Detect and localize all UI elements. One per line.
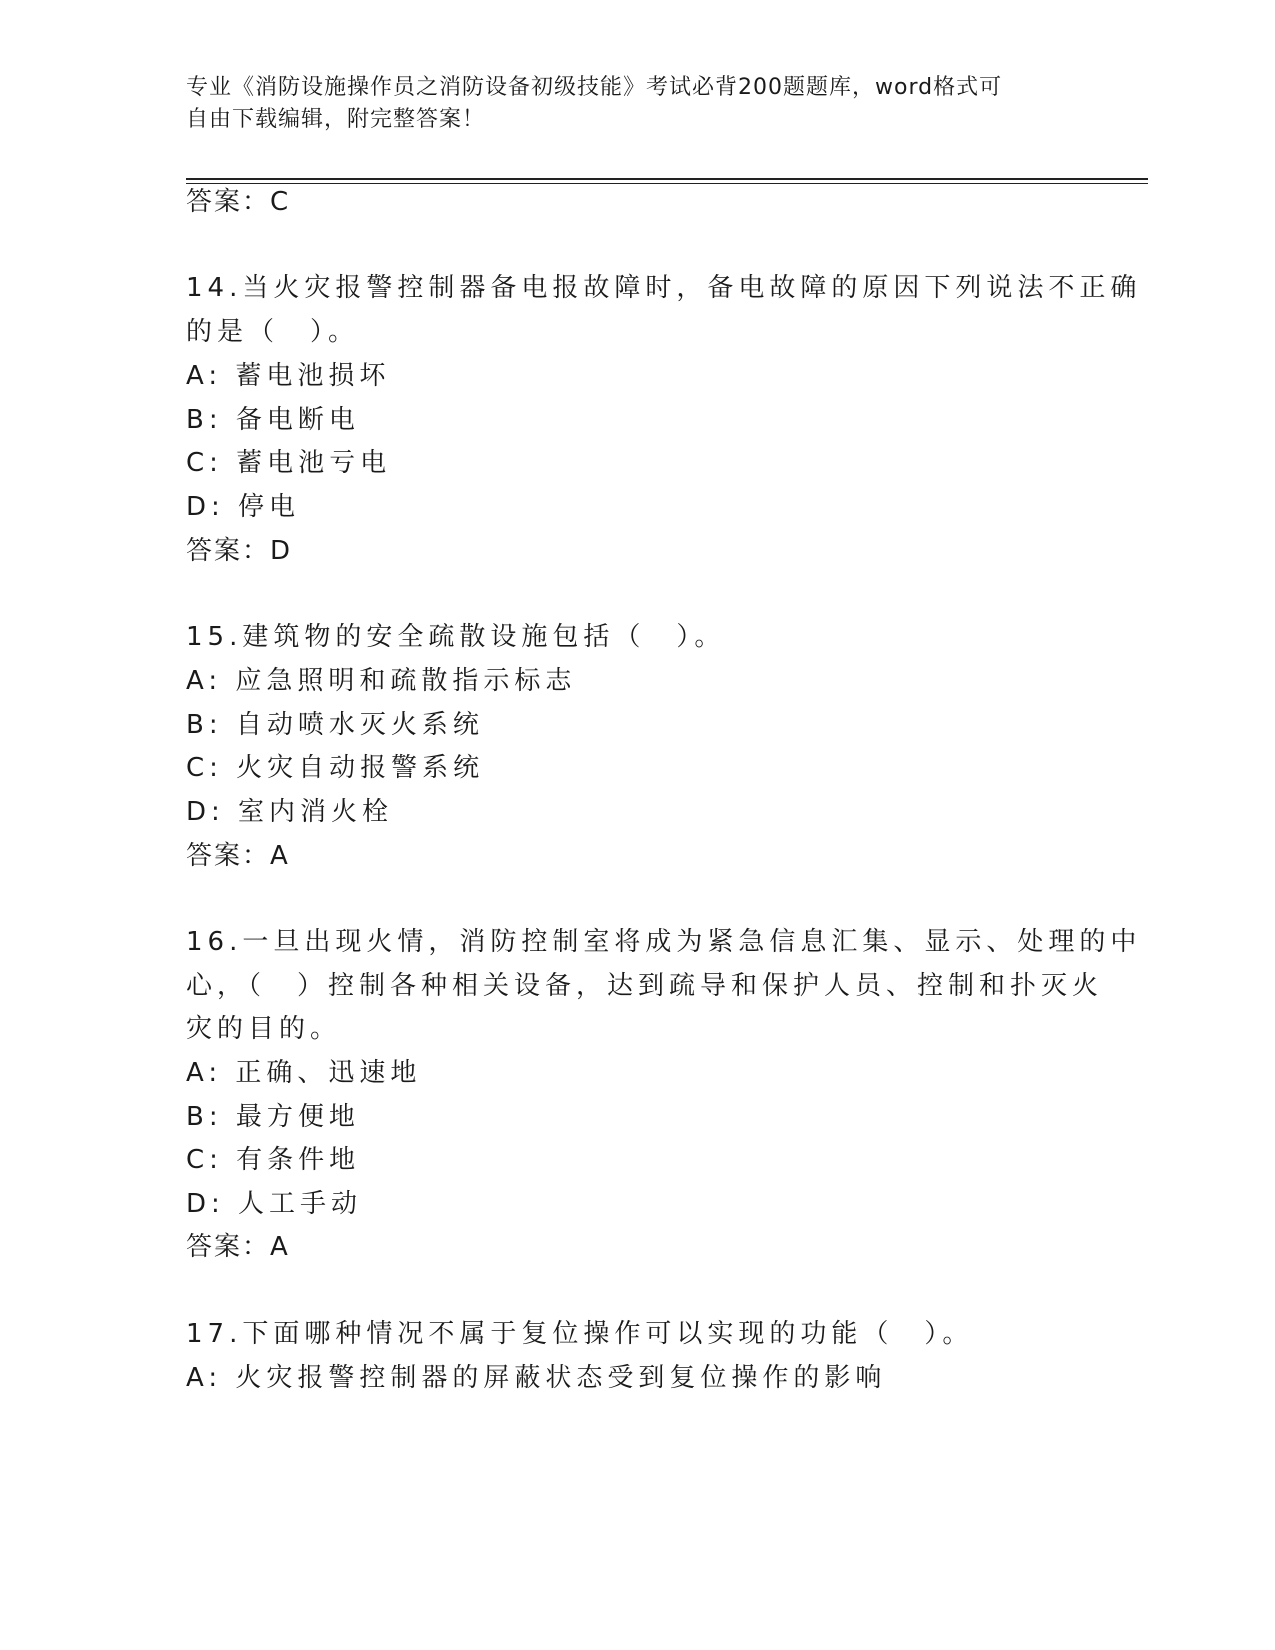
option-c: C: 有条件地: [186, 1145, 361, 1175]
option-d: D: 停电: [186, 492, 301, 522]
question-stem: 14.当火灾报警控制器备电报故障时，备电故障的原因下列说法不正确: [186, 273, 1142, 303]
header-rule-thin: [186, 183, 1148, 184]
option-c: C: 火灾自动报警系统: [186, 753, 485, 783]
option-a: A: 蓄电池损坏: [186, 361, 391, 391]
question-stem: 灾的目的。: [186, 1014, 342, 1044]
option-c: C: 蓄电池亏电: [186, 448, 392, 478]
question-stem: 心，（ ）控制各种相关设备，达到疏导和保护人员、控制和扑灭火: [186, 971, 1104, 1001]
header-rule-thick: [186, 178, 1148, 180]
document-header: [186, 72, 1086, 136]
option-a: A: 应急照明和疏散指示标志: [186, 666, 577, 696]
option-a: A: 火灾报警控制器的屏蔽状态受到复位操作的影响: [186, 1363, 887, 1393]
option-b: B: 自动喷水灭火系统: [186, 710, 484, 740]
answer-line: 答案：C: [186, 187, 291, 217]
answer-line: 答案：A: [186, 841, 290, 871]
header-line-1: 专业《消防设施操作员之消防设备初级技能》考试必背200题题库，word格式可: [186, 75, 1003, 100]
answer-line: 答案：D: [186, 536, 293, 566]
question-stem: 17.下面哪种情况不属于复位操作可以实现的功能（ ）。: [186, 1319, 974, 1349]
option-b: B: 最方便地: [186, 1102, 360, 1132]
header-line-2: 自由下载编辑，附完整答案！: [186, 107, 486, 132]
option-a: A: 正确、迅速地: [186, 1058, 422, 1088]
answer-line: 答案：A: [186, 1232, 290, 1262]
question-stem: 的是（ ）。: [186, 317, 360, 347]
option-b: B: 备电断电: [186, 405, 360, 435]
question-stem: 15.建筑物的安全疏散设施包括（ ）。: [186, 622, 726, 652]
option-d: D: 室内消火栓: [186, 797, 394, 827]
question-stem: 16.一旦出现火情，消防控制室将成为紧急信息汇集、显示、处理的中: [186, 927, 1142, 957]
option-d: D: 人工手动: [186, 1189, 363, 1219]
